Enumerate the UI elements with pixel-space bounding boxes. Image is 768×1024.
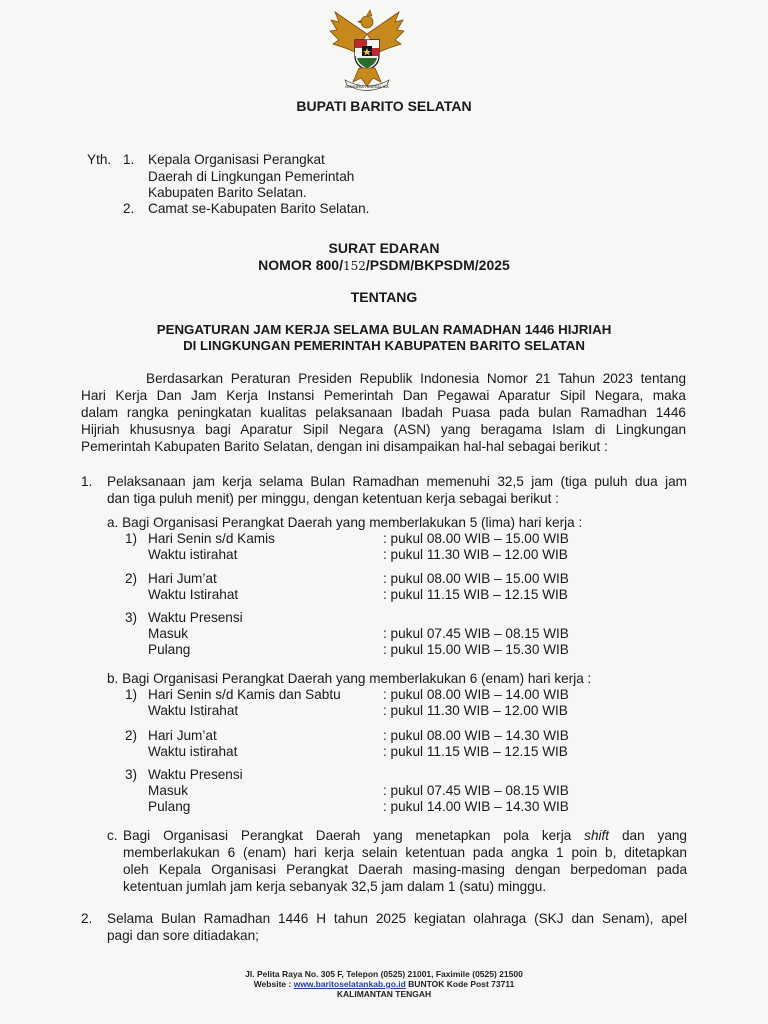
item-label: Hari Jum’at	[148, 571, 217, 586]
intro-line: Hari Kerja Dan Jam Kerja Instansi Pemerintah Dan Pegawai Aparatur Sipil Negara, maka	[81, 388, 686, 403]
sub-heading-a: a. Bagi Organisasi Perangkat Daerah yang memberlakukan 5 (lima) hari kerja :	[107, 515, 583, 530]
item-label: Pulang	[148, 642, 191, 657]
addressee-line: Camat se-Kabupaten Barito Selatan.	[148, 201, 370, 216]
subject-line-2: DI LINGKUNGAN PEMERINTAH KABUPATEN BARITO SELATAN	[183, 338, 585, 353]
point-line: dan tiga puluh menit) per minggu, dengan ketentuan kerja sebagai berikut :	[107, 491, 559, 506]
intro-line: Hijriah khususnya bagi Aparatur Sipil Negara (ASN) yang beragama Islam di Lingkungan	[81, 422, 686, 437]
addressee-line: Kabupaten Barito Selatan.	[148, 185, 307, 200]
sub-c-line: ketentuan jumlah jam kerja sebanyak 32,5 jam dalam 1 (satu) minggu.	[123, 879, 547, 894]
point-line: Selama Bulan Ramadhan 1446 H tahun 2025 kegiatan olahraga (SKJ dan Senam), apel	[107, 911, 687, 926]
point-line: Pelaksanaan jam kerja selama Bulan Ramadhan memenuhi 32,5 jam (tiga puluh dua jam	[107, 474, 687, 489]
addressee-label: Yth.	[87, 152, 112, 167]
item-label: Waktu Presensi	[148, 767, 243, 782]
footer-province: KALIMANTAN TENGAH	[336, 989, 432, 999]
document-number: NOMOR 800/152/PSDM/BKPSDM/2025	[258, 257, 510, 273]
item-num: 2)	[125, 571, 138, 586]
item-label: Pulang	[148, 799, 191, 814]
item-value: : pukul 11.30 WIB – 12.00 WIB	[383, 703, 568, 718]
item-label: Waktu istirahat	[148, 547, 238, 562]
sub-c-line: memberlakukan 6 (enam) hari kerja selain ketentuan pada angka 1 poin b, ditetapkan	[123, 845, 687, 860]
item-num: 3)	[125, 767, 138, 782]
addressee-line: Daerah di Lingkungan Pemerintah	[148, 169, 355, 184]
handwritten-number: 152	[342, 259, 366, 273]
item-value: : pukul 11.30 WIB – 12.00 WIB	[383, 547, 568, 562]
item-label: Hari Senin s/d Kamis dan Sabtu	[148, 687, 341, 702]
item-num: 1)	[125, 687, 138, 702]
footer-website-line: Website : www.baritoselatankab.go.id BUNTOK Kode Post 73711	[253, 979, 515, 989]
item-value: : pukul 08.00 WIB – 15.00 WIB	[383, 531, 569, 546]
document-type: SURAT EDARAN	[328, 240, 440, 256]
item-label: Waktu Istirahat	[148, 587, 239, 602]
addressee-num: 1.	[123, 152, 135, 167]
item-value: : pukul 14.00 WIB – 14.30 WIB	[383, 799, 569, 814]
garuda-crest-logo	[327, 4, 407, 94]
sub-label-c: c.	[107, 828, 118, 843]
item-value: : pukul 07.45 WIB – 08.15 WIB	[383, 783, 569, 798]
intro-line: dalam rangka peningkatan kualitas pelaksanaan Ibadah Puasa pada bulan Ramadhan 1446	[81, 405, 686, 420]
point-line: pagi dan sore ditiadakan;	[107, 928, 259, 943]
shift-emphasis: shift	[584, 828, 610, 843]
sub-c-line: Bagi Organisasi Perangkat Daerah yang menetapkan pola kerja shift dan yang	[123, 828, 687, 843]
item-num: 2)	[125, 728, 138, 743]
point-number: 2.	[81, 911, 93, 926]
intro-line: Pemerintah Kabupaten Barito Selatan, dengan ini disampaikan hal-hal sebagai berikut :	[81, 439, 608, 454]
crest-motto: BHINNEKA TUNGGAL IKA	[345, 85, 389, 89]
sub-heading-b: b. Bagi Organisasi Perangkat Daerah yang memberlakukan 6 (enam) hari kerja :	[107, 671, 592, 686]
item-label: Hari Jum’at	[148, 728, 217, 743]
item-label: Waktu istirahat	[148, 744, 238, 759]
office-title: BUPATI BARITO SELATAN	[296, 98, 472, 114]
item-num: 3)	[125, 610, 138, 625]
point-number: 1.	[81, 474, 93, 489]
item-value: : pukul 11.15 WIB – 12.15 WIB	[383, 744, 568, 759]
website-link[interactable]: www.baritoselatankab.go.id	[293, 979, 406, 989]
footer-address: Jl. Pelita Raya No. 305 F, Telepon (0525) 21001, Faximile (0525) 21500	[245, 969, 523, 979]
item-label: Waktu Istirahat	[148, 703, 239, 718]
item-label: Masuk	[148, 783, 189, 798]
item-value: : pukul 08.00 WIB – 15.00 WIB	[383, 571, 569, 586]
addressee-line: Kepala Organisasi Perangkat	[148, 152, 325, 167]
intro-line: Berdasarkan Peraturan Presiden Republik Indonesia Nomor 21 Tahun 2023 tentang	[146, 371, 686, 386]
item-value: : pukul 15.00 WIB – 15.30 WIB	[383, 642, 569, 657]
item-label: Waktu Presensi	[148, 610, 243, 625]
item-value: : pukul 08.00 WIB – 14.00 WIB	[383, 687, 569, 702]
item-value: : pukul 11.15 WIB – 12.15 WIB	[383, 587, 568, 602]
about-heading: TENTANG	[350, 289, 418, 305]
sub-c-line: oleh Kepala Organisasi Perangkat Daerah masing-masing dengan berpedoman pada	[123, 862, 687, 877]
item-label: Masuk	[148, 626, 189, 641]
item-value: : pukul 07.45 WIB – 08.15 WIB	[383, 626, 569, 641]
subject-line-1: PENGATURAN JAM KERJA SELAMA BULAN RAMADHAN 1446 HIJRIAH	[156, 322, 612, 337]
addressee-num: 2.	[123, 201, 135, 216]
item-num: 1)	[125, 531, 138, 546]
item-label: Hari Senin s/d Kamis	[148, 531, 275, 546]
item-value: : pukul 08.00 WIB – 14.30 WIB	[383, 728, 569, 743]
